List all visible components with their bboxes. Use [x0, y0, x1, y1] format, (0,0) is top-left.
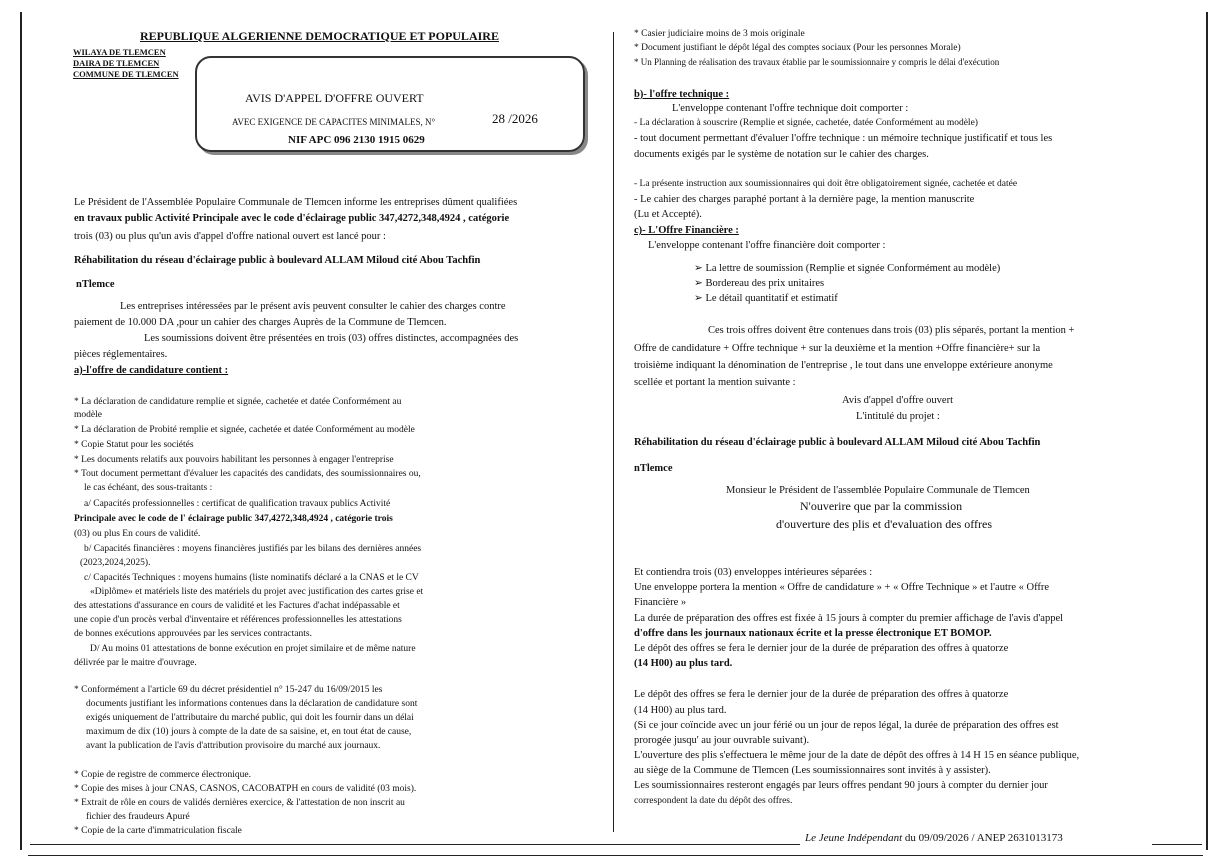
f-line-3-cont: d'offre dans les journaux nationaux écrite et la presse électronique ET BOMOP.	[634, 628, 992, 639]
b-item-4-cont: (Lu et Accepté).	[634, 209, 702, 220]
section-c-heading: c)- L'Offre Financière :	[634, 225, 739, 236]
g-line-2-cont: prorogée jusqu' au jour ouvrable suivant).	[634, 735, 810, 746]
avis-number: 28 /2026	[492, 111, 538, 126]
column-divider	[613, 32, 614, 832]
a-item-8: c/ Capacités Techniques : moyens humains (liste nominatifs déclaré a la CNAS et le CV	[84, 573, 419, 583]
decree-line-2: documents justifiant les informations contenues dans la déclaration de candidature sont	[86, 699, 418, 709]
c-intro: L'enveloppe contenant l'offre financière doit comporter :	[648, 240, 886, 251]
newspaper-name: Le Jeune Indépendant	[805, 832, 903, 844]
a-item-8-cont4: de bonnes exécutions approuvées par les services contractants.	[74, 629, 312, 639]
nif-number: NIF APC 096 2130 1915 0629	[288, 134, 425, 146]
page-frame	[20, 12, 1208, 850]
wilaya-label: WILAYA DE TLEMCEN	[73, 47, 166, 57]
avis-title: AVIS D'APPEL D'OFFRE OUVERT	[245, 91, 424, 105]
avis-subtitle: AVEC EXIGENCE DE CAPACITES MINIMALES, N°	[232, 117, 436, 127]
envelope-avis: Avis d'appel d'offre ouvert	[842, 395, 953, 406]
intro-line-1: Le Président de l'Assemblée Populaire Communale de Tlemcen informe les entreprises dûment qualifiées	[74, 197, 518, 208]
footer-rule-right	[1152, 844, 1202, 845]
doc-item-3-cont: fichier des fraudeurs Apuré	[86, 812, 190, 822]
right-project-title-cont: nTlemce	[634, 463, 673, 474]
intro-line-3: trois (03) ou plus qu'un avis d'appel d'offre national ouvert est lancé pour :	[74, 231, 386, 242]
a-item-7-cont: (2023,2024,2025).	[80, 558, 151, 568]
section-b-heading: b)- l'offre technique :	[634, 89, 730, 100]
a-item-8-cont2: des attestations d'assurance en cours de validité et les Factures d'achat indépassable et	[74, 601, 400, 611]
doc-item-1: * Copie de registre de commerce électronique.	[74, 769, 251, 783]
decree-line-3: exigés uniquement de l'attributaire du marché public, qui doit les fournir dans un délai	[86, 713, 414, 723]
envelope-line-4: scellée et portant la mention suivante :	[634, 377, 796, 388]
a-item-2: * La déclaration de Probité remplie et signée, cachetée et datée Conformément au modèle	[74, 424, 415, 438]
a-item-5-cont: le cas échéant, des sous-traitants :	[84, 483, 213, 493]
r-item-1: * Casier judiciaire moins de 3 mois originale	[634, 28, 805, 42]
g-line-3-cont: au siège de la Commune de Tlemcen (Les soumissionnaires sont invités à y assister).	[634, 765, 991, 776]
decree-line-1: * Conformément a l'article 69 du décret présidentiel n° 15-247 du 16/09/2015 les	[74, 684, 382, 698]
b-item-2: - tout document permettant d'évaluer l'offre technique : un mémoire technique justificatif et tous les	[634, 133, 1053, 144]
monsieur-line: Monsieur le Président de l'assemblée Populaire Communale de Tlemcen	[726, 485, 1030, 496]
frame-right-border	[1206, 12, 1208, 850]
a-item-9-cont: délivrée par le maitre d'ouvrage.	[74, 658, 197, 668]
a-item-1-cont: modèle	[74, 410, 102, 420]
footer-rule-left	[30, 844, 800, 845]
doc-item-4: * Copie de la carte d'immatriculation fiscale	[74, 825, 242, 839]
commission-line-2: d'ouverture des plis et d'evaluation des offres	[776, 517, 993, 531]
f-line-2: Une enveloppe portera la mention « Offre de candidature » + « Offre Technique » et l'autre « Offre	[634, 582, 1050, 593]
para1-line-3: Les soumissions doivent être présentées en trois (03) offres distinctes, accompagnées des	[144, 333, 519, 344]
project-title: Réhabilitation du réseau d'éclairage public à boulevard ALLAM Miloud cité Abou Tachfin	[74, 255, 481, 266]
bottom-rule	[28, 855, 1203, 856]
a-item-3: * Copie Statut pour les sociétés	[74, 439, 194, 453]
g-line-4: Les soumissionnaires resteront engagés par leurs offres pendant 90 jours à compter du dernier jour	[634, 780, 1048, 791]
para1-line-4: pièces réglementaires.	[74, 349, 168, 360]
a-item-1: * La déclaration de candidature remplie et signée, cachetée et datée Conformément au	[74, 396, 401, 410]
footer-credit	[805, 832, 1063, 844]
para1-line-1: Les entreprises intéressées par le présent avis peuvent consulter le cahier des charges contre	[120, 301, 506, 312]
daira-label: DAIRA DE TLEMCEN	[73, 58, 160, 68]
a-item-7: b/ Capacités financières : moyens financières justifiés par les bilans des dernières années	[84, 544, 422, 554]
envelope-line-2: Offre de candidature + Offre technique + sur la deuxième et la mention +Offre financière+ sur la	[634, 343, 1041, 354]
commune-label: COMMUNE DE TLEMCEN	[73, 69, 179, 79]
f-line-4: Le dépôt des offres se fera le dernier jour de la durée de préparation des offres à quatorze	[634, 643, 1009, 654]
b-intro: L'enveloppe contenant l'offre technique doit comporter :	[672, 103, 909, 114]
r-item-3: * Un Planning de réalisation des travaux établie par le soumissionnaire y compris le délai d'exécution	[634, 56, 999, 70]
a-item-8-cont: «Diplôme» et matériels liste des matériels du projet avec justification des cartes grise et	[90, 587, 424, 597]
doc-item-2: * Copie des mises à jour CNAS, CASNOS, CACOBATPH en cours de validité (03 mois).	[74, 783, 416, 797]
g-line-4-cont: correspondent la date du dépôt des offres.	[634, 796, 793, 806]
project-title-cont: nTlemce	[76, 279, 115, 290]
decree-line-4: maximum de dix (10) jours à compte de la date de sa saisine, et, en tout état de cause,	[86, 727, 412, 737]
intro-line-2: en travaux public Activité Principale avec le code d'éclairage public 347,4272,348,4924 , catégorie	[74, 213, 510, 224]
g-line-3: L'ouverture des plis s'effectuera le même jour de la date de dépôt des offres à 14 H 15 en séance publique,	[634, 750, 1080, 761]
f-line-1: Et contiendra trois (03) enveloppes intérieures séparées :	[634, 567, 873, 578]
b-item-3: - La présente instruction aux soumissionnaires qui doit être obligatoirement signée, cachetée et datée	[634, 179, 1018, 189]
para1-line-2: paiement de 10.000 DA ,pour un cahier des charges Auprès de la Commune de Tlemcen.	[74, 317, 447, 328]
f-line-2-cont: Financière »	[634, 597, 687, 608]
envelope-intitule: L'intitulé du projet :	[856, 411, 940, 422]
c-item-1: ➢ La lettre de soumission (Remplie et signée Conformément au modèle)	[694, 262, 1000, 276]
f-line-3: La durée de préparation des offres est fixée à 15 jours à compter du premier affichage de l'avis d'appel	[634, 613, 1064, 624]
c-item-3: ➢ Le détail quantitatif et estimatif	[694, 292, 838, 306]
envelope-line-1: Ces trois offres doivent être contenues dans trois (03) plis séparés, portant la mention +	[708, 325, 1075, 336]
c-item-2: ➢ Bordereau des prix unitaires	[694, 277, 824, 291]
f-line-4-cont: (14 H00) au plus tard.	[634, 658, 733, 669]
doc-item-3: * Extrait de rôle en cours de validés dernières exercice, & l'attestation de non inscrit au	[74, 797, 405, 811]
a-item-9: D/ Au moins 01 attestations de bonne exécution en projet similaire et de même nature	[90, 644, 416, 654]
g-line-2: (Si ce jour coïncide avec un jour férié ou un jour de repos légal, la durée de préparation des offres est	[634, 720, 1059, 731]
section-a-heading: a)-l'offre de candidature contient :	[74, 365, 229, 376]
commission-line-1: N'ouverire que par la commission	[800, 499, 963, 513]
a-item-6-cont: Principale avec le code de l' éclairage public 347,4272,348,4924 , catégorie trois	[74, 514, 393, 524]
a-item-8-cont3: une copie d'un procès verbal d'inventaire et références professionnelles les attestations	[74, 615, 402, 625]
decree-line-5: avant la publication de l'avis d'attribution provisoire du marché aux journaux.	[86, 741, 381, 751]
b-item-1: - La déclaration à souscrire (Remplie et signée, cachetée, datée Conformément au modèle)	[634, 118, 978, 128]
footer-date-ref: du 09/09/2026 / ANEP 2631013173	[904, 832, 1063, 844]
g-line-1: Le dépôt des offres se fera le dernier jour de la durée de préparation des offres à quatorze	[634, 689, 1009, 700]
frame-left-border	[20, 12, 22, 850]
a-item-6: a/ Capacités professionnelles : certificat de qualification travaux publics Activité	[84, 499, 391, 509]
a-item-5: * Tout document permettant d'évaluer les capacités des candidats, des soumissionnaires ou,	[74, 468, 421, 482]
r-item-2: * Document justifiant le dépôt légal des comptes sociaux (Pour les personnes Morale)	[634, 42, 961, 56]
g-line-1-cont: (14 H00) au plus tard.	[634, 705, 727, 716]
republic-heading: REPUBLIQUE ALGERIENNE DEMOCRATIQUE ET POPULAIRE	[140, 29, 499, 43]
b-item-2-cont: documents exigés par le système de notation sur le cahier des charges.	[634, 149, 929, 160]
a-item-6-cont2: (03) ou plus En cours de validité.	[74, 529, 201, 539]
b-item-4: - Le cahier des charges paraphé portant à la dernière page, la mention manuscrite	[634, 194, 975, 205]
right-project-title: Réhabilitation du réseau d'éclairage public à boulevard ALLAM Miloud cité Abou Tachfin	[634, 437, 1041, 448]
a-item-4: * Les documents relatifs aux pouvoirs habilitant les personnes à engager l'entreprise	[74, 454, 394, 468]
envelope-line-3: troisième indiquant la dénomination de l'entreprise , le tout dans une enveloppe extérieure anonyme	[634, 360, 1053, 371]
